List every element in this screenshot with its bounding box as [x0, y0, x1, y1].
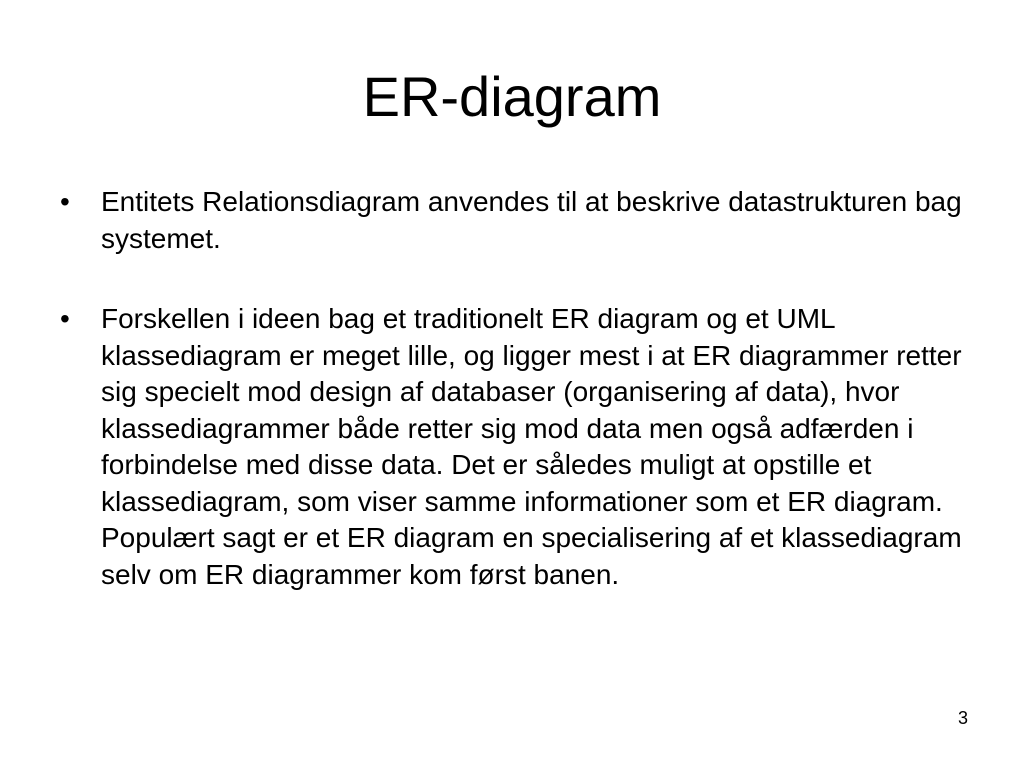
- bullet-item: [56, 184, 976, 257]
- bullet-list: [56, 184, 976, 593]
- slide-title: ER-diagram: [362, 65, 662, 128]
- bullet-text: Forskellen i ideen bag et traditionelt ER diagram og et UML klassediagram er meget lille, og ligger mest i at ER diagrammer retter sig specielt mod design af databaser (organisering af data), hvor klassediagrammer både retter sig mod data men også adfærden i forbindelse med disse data. Det er således muligt at opstille et klassediagram, som viser samme informationer som et ER diagram. Populært sagt er et ER diagram en specialisering af et klassediagram selv om ER diagrammer kom først banen.: [101, 303, 962, 590]
- bullet-marker: •: [60, 186, 70, 217]
- bullet-text: Entitets Relationsdiagram anvendes til at beskrive datastrukturen bag systemet.: [101, 186, 962, 254]
- bullet-item: [56, 301, 976, 593]
- bullet-marker: •: [60, 303, 70, 334]
- page-number: 3: [957, 708, 968, 728]
